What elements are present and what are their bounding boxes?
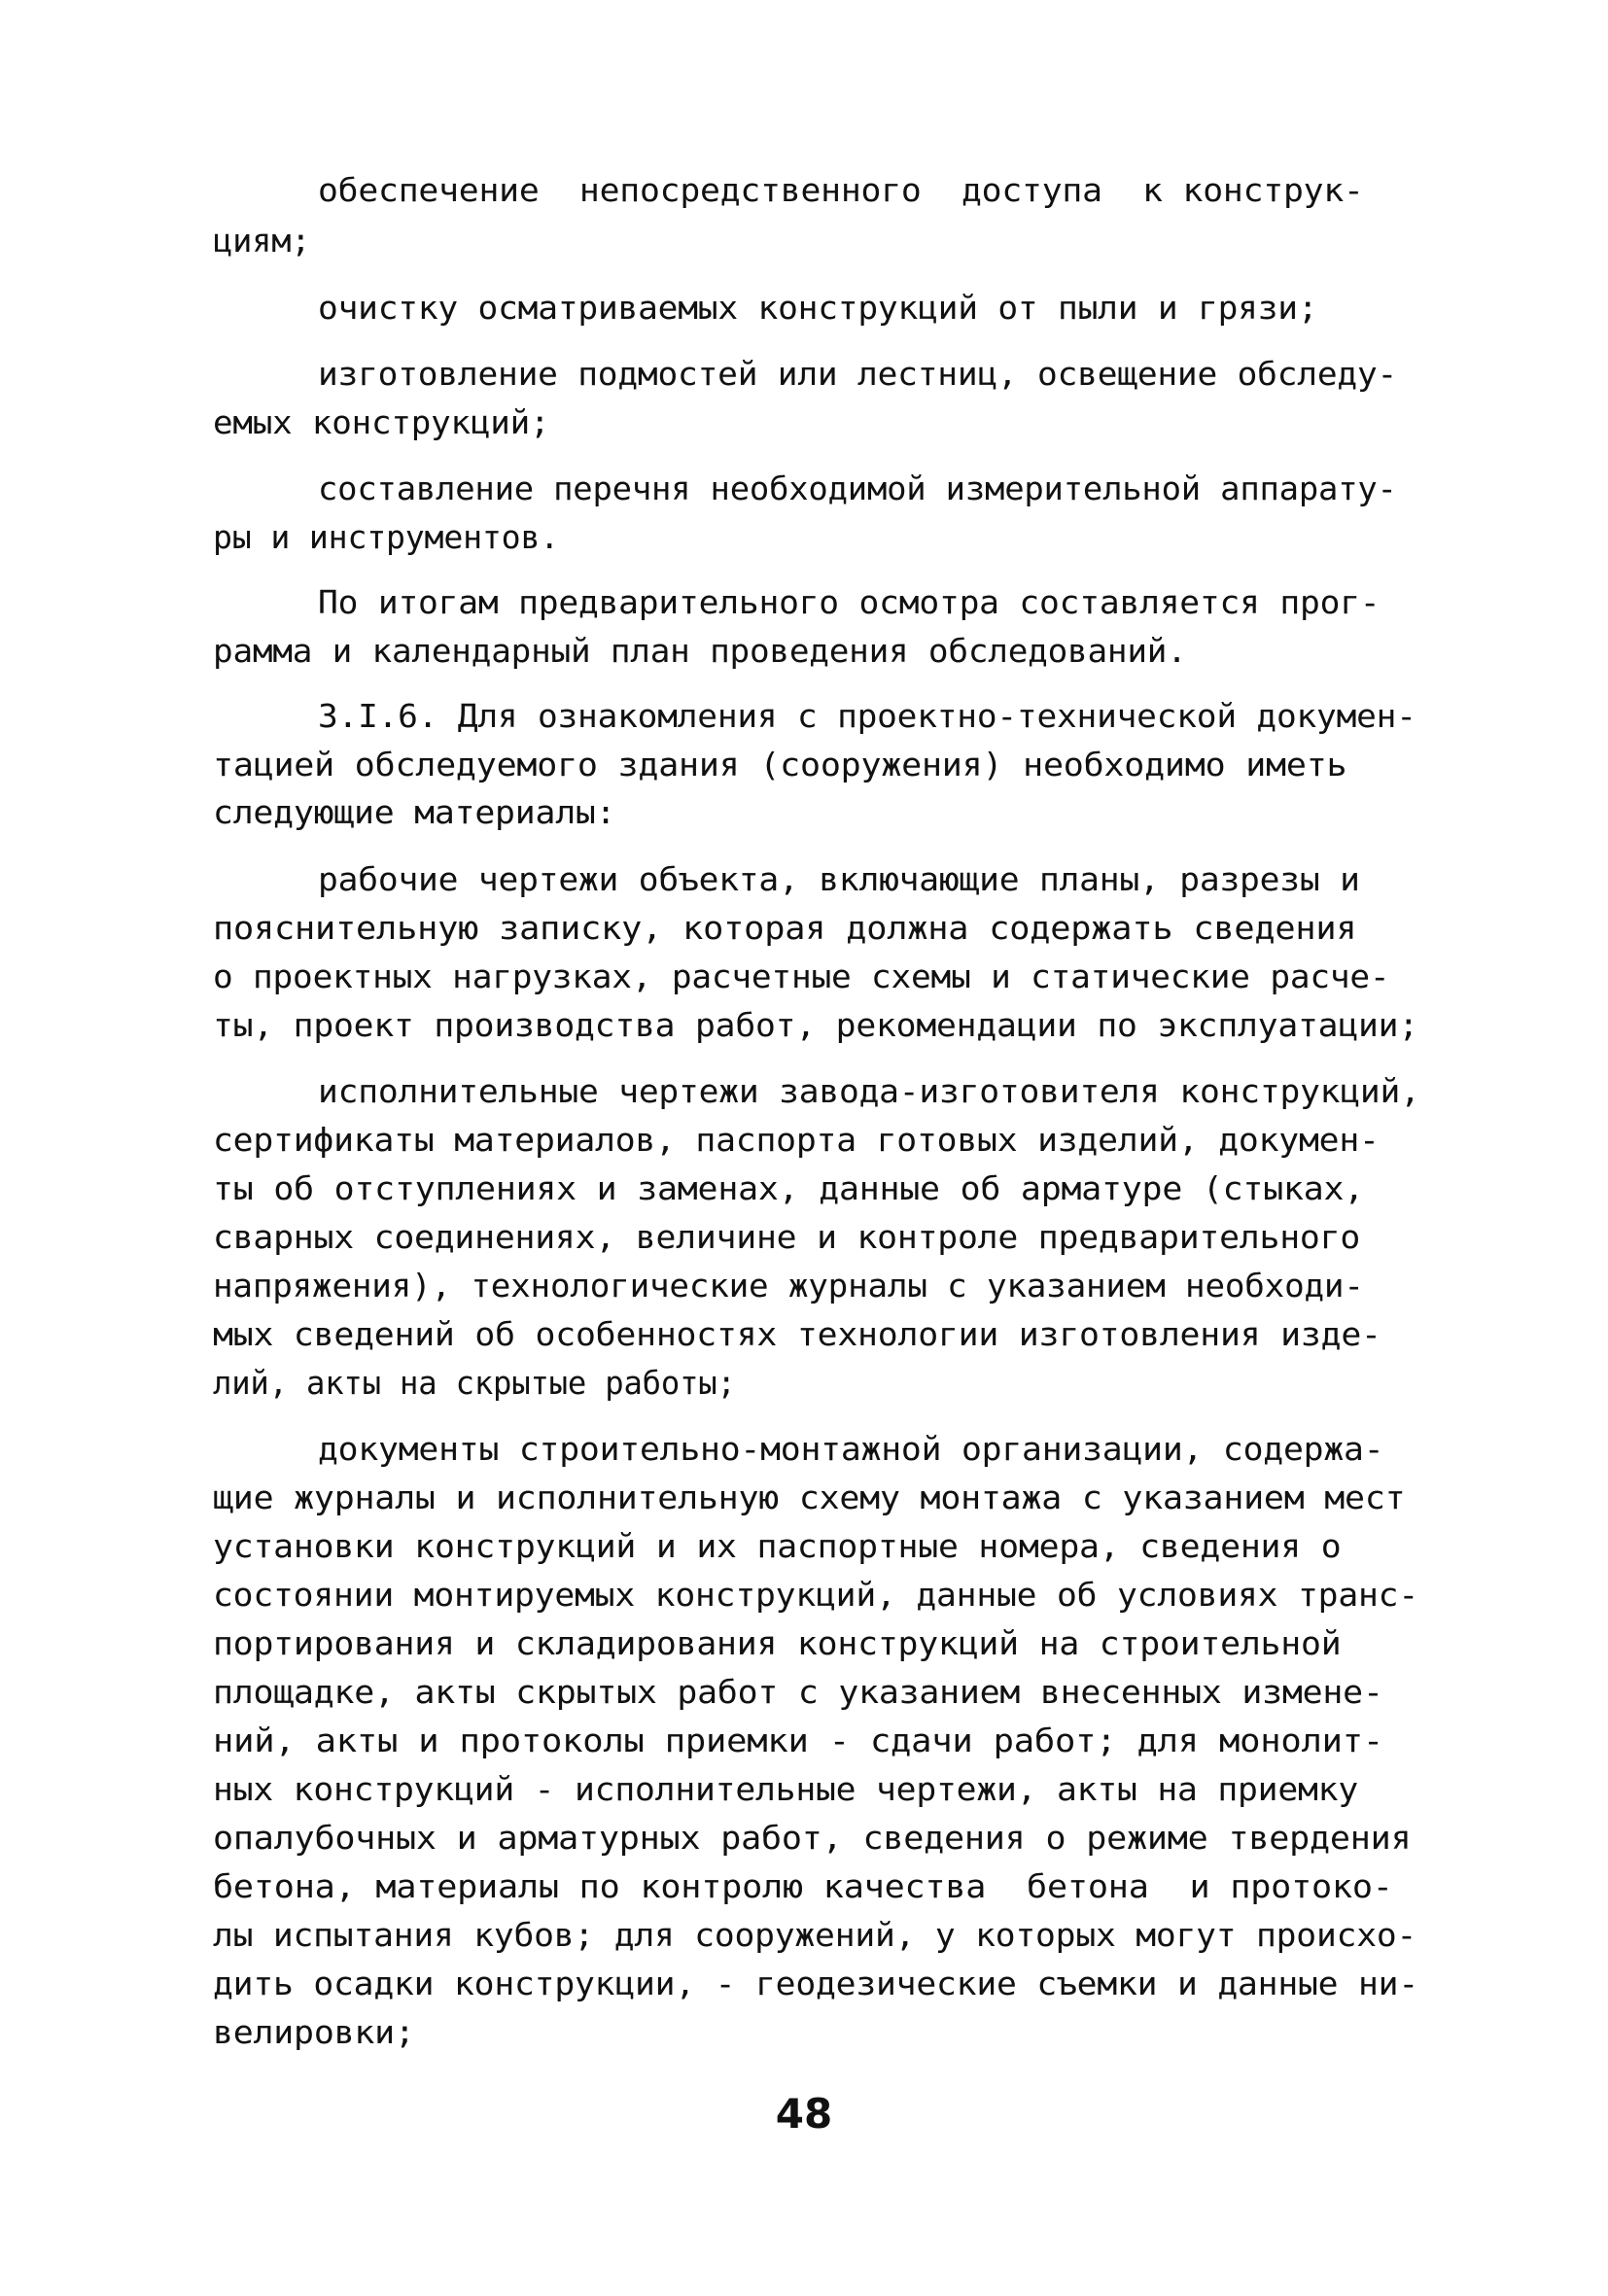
text-line: напряжения), технологические журналы с указанием необходи- [213,1267,1364,1305]
text-line: следующие материалы: [213,793,616,831]
text-line: площадке, акты скрытых работ с указанием внесенных измене- [213,1673,1383,1711]
text-line: мых сведений об особенностях технологии изготовления изде- [213,1315,1381,1353]
text-line: ний, акты и протоколы приемки - сдачи работ; для монолит- [213,1722,1384,1759]
text-line: циям; [213,222,311,260]
text-line: опалубочных и арматурных работ, сведения о режиме твердения [213,1819,1412,1857]
text-line: состоянии монтируемых конструкций, данные об условиях транс- [213,1576,1419,1614]
text-line: ных конструкций - исполнительные чертежи, акты на приемку [213,1770,1359,1808]
text-line: сварных соединениях, величине и контроле предварительного [213,1218,1361,1256]
text-line: емых конструкций; [213,403,550,441]
text-line: бетона, материалы по контролю качества бетона и протоко- [213,1867,1393,1905]
page-number: 48 [775,2090,833,2138]
text-line: документы строительно-монтажной организации, содержа- [318,1430,1384,1468]
text-line: 3.I.6. Для ознакомления с проектно-технической докумен- [318,697,1416,735]
text-line: о проектных нагрузках, расчетные схемы и статические расче- [213,957,1390,995]
text-line: исполнительные чертежи завода-изготовителя конструкций, [318,1072,1420,1110]
text-line: портирования и складирования конструкций на строительной [213,1624,1342,1662]
text-line: обеспечение непосредственного доступа к конструк- [318,171,1364,209]
text-line: велировки; [213,2013,415,2051]
text-line: лий, акты на скрытые работы; [213,1364,736,1402]
text-line: дить осадки конструкции, - геодезические съемки и данные ни- [213,1965,1419,2002]
text-line: По итогам предварительного осмотра составляется прог- [318,583,1381,621]
text-line: рамма и календарный план проведения обследований. [213,632,1187,670]
text-line: лы испытания кубов; для сооружений, у которых могут происхо- [213,1916,1417,1954]
text-line: очистку осматриваемых конструкций от пыли и грязи; [318,289,1318,327]
text-line: изготовление подмостей или лестниц, освещение обследу- [318,355,1398,393]
text-line: ты об отступлениях и заменах, данные об арматуре (стыках, [213,1169,1365,1207]
text-line: установки конструкций и их паспортные номера, сведения о [213,1527,1342,1565]
text-line: ты, проект производства работ, рекомендации по эксплуатации; [213,1006,1419,1044]
text-line: составление перечня необходимой измерительной аппарату- [318,470,1397,507]
text-line: сертификаты материалов, паспорта готовых изделий, докумен- [213,1121,1380,1159]
text-line: щие журналы и исполнительную схему монтажа с указанием мест [213,1478,1406,1516]
text-line: рабочие чертежи объекта, включающие планы, разрезы и [318,860,1360,898]
text-line: ры и инструментов. [213,518,560,556]
text-line: тацией обследуемого здания (сооружения) необходимо иметь [213,746,1347,783]
text-line: пояснительную записку, которая должна содержать сведения [213,909,1357,947]
